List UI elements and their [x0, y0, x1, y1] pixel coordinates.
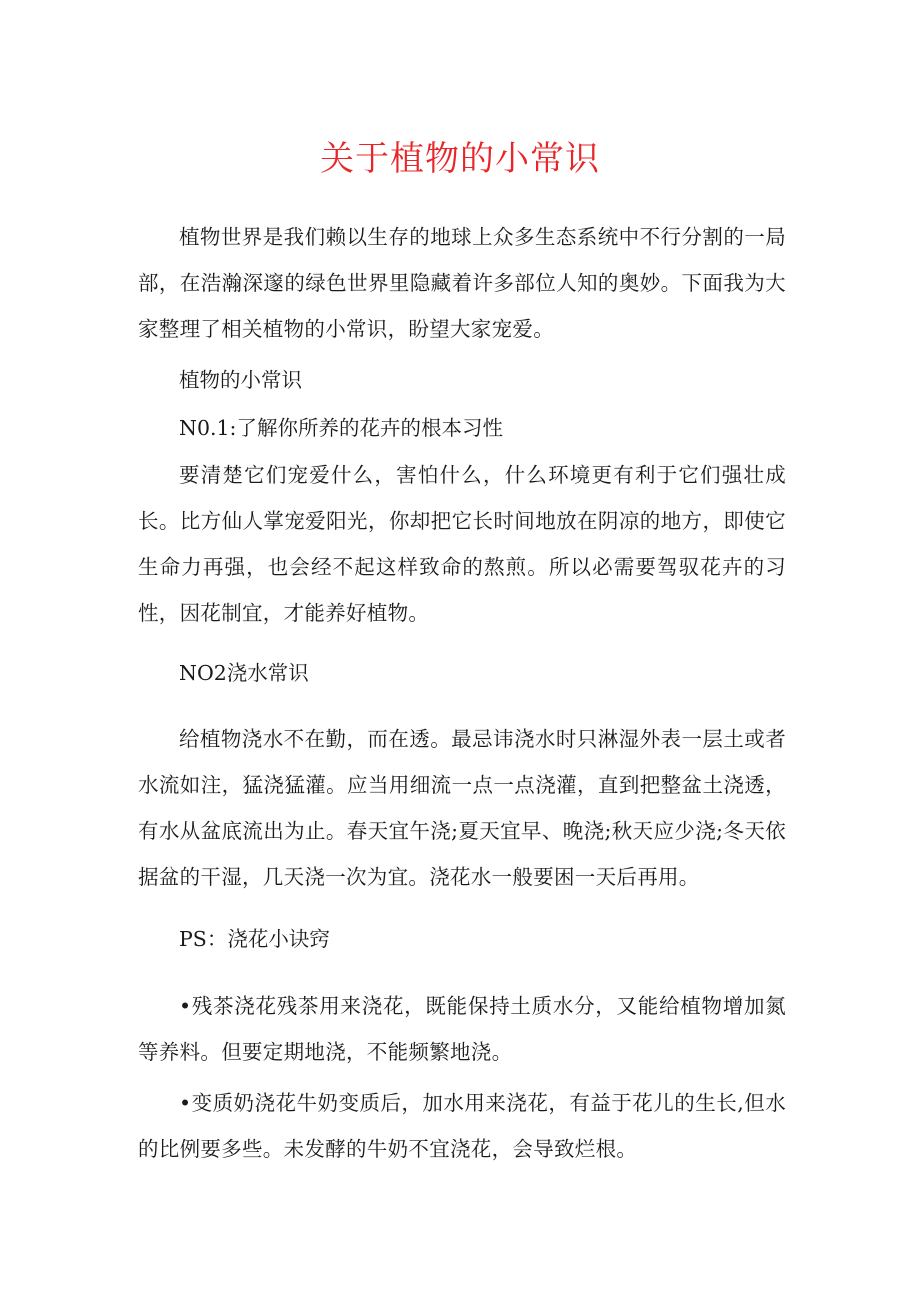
section-heading: 植物的小常识 [179, 368, 302, 392]
bullet-milk-paragraph: •变质奶浇花牛奶变质后，加水用来浇花，有益于花儿的生长,但水的比例要多些。未发酵的牛奶不宜浇花，会导致烂根。 [138, 1091, 786, 1161]
no1-body-paragraph: 要清楚它们宠爱什么，害怕什么，什么环境更有利于它们强壮成长。比方仙人掌宠爱阳光，你却把它长时间地放在阴凉的地方，即使它生命力再强，也会经不起这样致命的熬煎。所以必需要驾驭花卉的习性，因花制宜，才能养好植物。 [138, 463, 786, 625]
no2-heading: NO2浇水常识 [179, 661, 309, 685]
document-title: 关于植物的小常识 [320, 139, 600, 179]
bullet-tea-paragraph: •残茶浇花残茶用来浇花，既能保持土质水分，又能给植物增加氮等养料。但要定期地浇，不能频繁地浇。 [138, 994, 786, 1064]
intro-paragraph: 植物世界是我们赖以生存的地球上众多生态系统中不行分割的一局部，在浩瀚深邃的绿色世界里隐藏着许多部位人知的奥妙。下面我为大家整理了相关植物的小常识，盼望大家宠爱。 [138, 225, 786, 341]
no2-body-paragraph: 给植物浇水不在勤，而在透。最忌讳浇水时只淋湿外表一层土或者水流如注，猛浇猛灌。应当用细流一点一点浇灌，直到把整盆土浇透，有水从盆底流出为止。春天宜午浇;夏天宜早、晚浇;秋天应少浇;冬天依据盆的干湿，几天浇一次为宜。浇花水一般要困一天后再用。 [138, 727, 786, 889]
ps-heading: PS：浇花小诀窍 [179, 927, 330, 951]
no1-heading: N0.1:了解你所养的花卉的根本习性 [179, 416, 503, 440]
